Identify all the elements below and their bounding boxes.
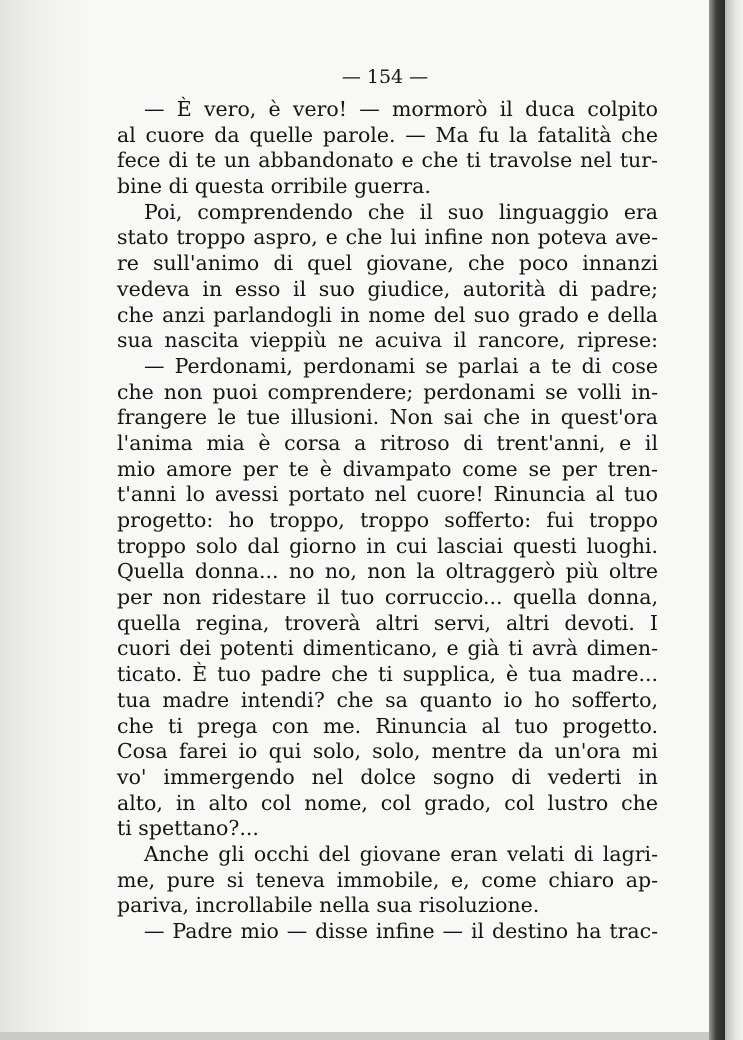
text-line: che non puoi comprendere; perdonami se volli in- [117,379,658,404]
text-line: Anche gli occhi del giovane eran velati di lagri- [144,841,658,866]
page-bottom-edge [0,1032,709,1040]
text-line: vo' immergendo nel dolce sogno di vederti in [117,764,658,789]
text-line: l'anima mia è corsa a ritroso di trent'anni, e il [117,430,658,455]
text-line: bine di questa orribile guerra. [117,174,431,199]
text-line: stato troppo aspro, e che lui infine non poteva ave- [117,225,658,250]
text-line: — È vero, è vero! — mormorò il duca colpito [144,97,658,121]
text-line: mio amore per te è divampato come se per tren- [117,456,658,481]
text-line: sua nascita vieppiù ne acuiva il rancore, riprese: [117,328,658,353]
text-line: t'anni lo avessi portato nel cuore! Rinuncia al tuo [117,482,658,507]
text-line: frangere le tue illusioni. Non sai che in quest'ora [117,405,658,430]
text-line: troppo solo dal giorno in cui lasciai questi luoghi. [117,533,658,558]
text-line: — Perdonami, perdonami se parlai a te di cose [144,353,658,378]
page-number: — 154 — [341,66,429,88]
text-line: per non ridestare il tuo corruccio... quella donna, [117,585,658,610]
text-line: vedeva in esso il suo giudice, autorità di padre; [117,276,658,301]
page-edge-dark [709,0,725,1040]
text-line: tua madre intendi? che sa quanto io ho sofferto, [117,687,658,712]
body-text [117,97,658,945]
text-line: al cuore da quelle parole. — Ma fu la fatalità che [117,122,658,147]
text-line: fece di te un abbandonato e che ti travolse nel tur- [117,148,658,173]
text-line: quella regina, troverà altri servi, altri devoti. I [117,610,658,635]
text-line: Quella donna... no no, non la oltraggerò più oltre [117,559,658,584]
text-line: cuori dei potenti dimenticano, e già ti avrà dimen- [117,636,658,661]
text-line: Poi, comprendendo che il suo linguaggio era [144,199,658,224]
text-line: — Padre mio — disse infine — il destino ha trac- [144,919,658,943]
text-line: pariva, incrollabile nella sua risoluzione. [117,893,540,918]
page-gutter-shadow [0,0,90,1040]
text-line: che ti prega con me. Rinuncia al tuo progetto. [117,713,658,738]
page-edge-light [725,0,743,1040]
text-line: re sull'animo di quel giovane, che poco innanzi [117,251,658,276]
text-line: alto, in alto col nome, col grado, col lustro che [117,790,658,815]
text-line: me, pure si teneva immobile, e, come chiaro ap- [117,867,658,892]
text-line: che anzi parlandogli in nome del suo grado e della [117,302,658,327]
text-line: ticato. È tuo padre che ti supplica, è tua madre... [117,662,658,687]
text-line: ti spettano?... [117,816,259,841]
text-line: Cosa farei io qui solo, solo, mentre da un'ora mi [117,739,658,764]
text-line: progetto: ho troppo, troppo sofferto: fui troppo [117,508,658,532]
